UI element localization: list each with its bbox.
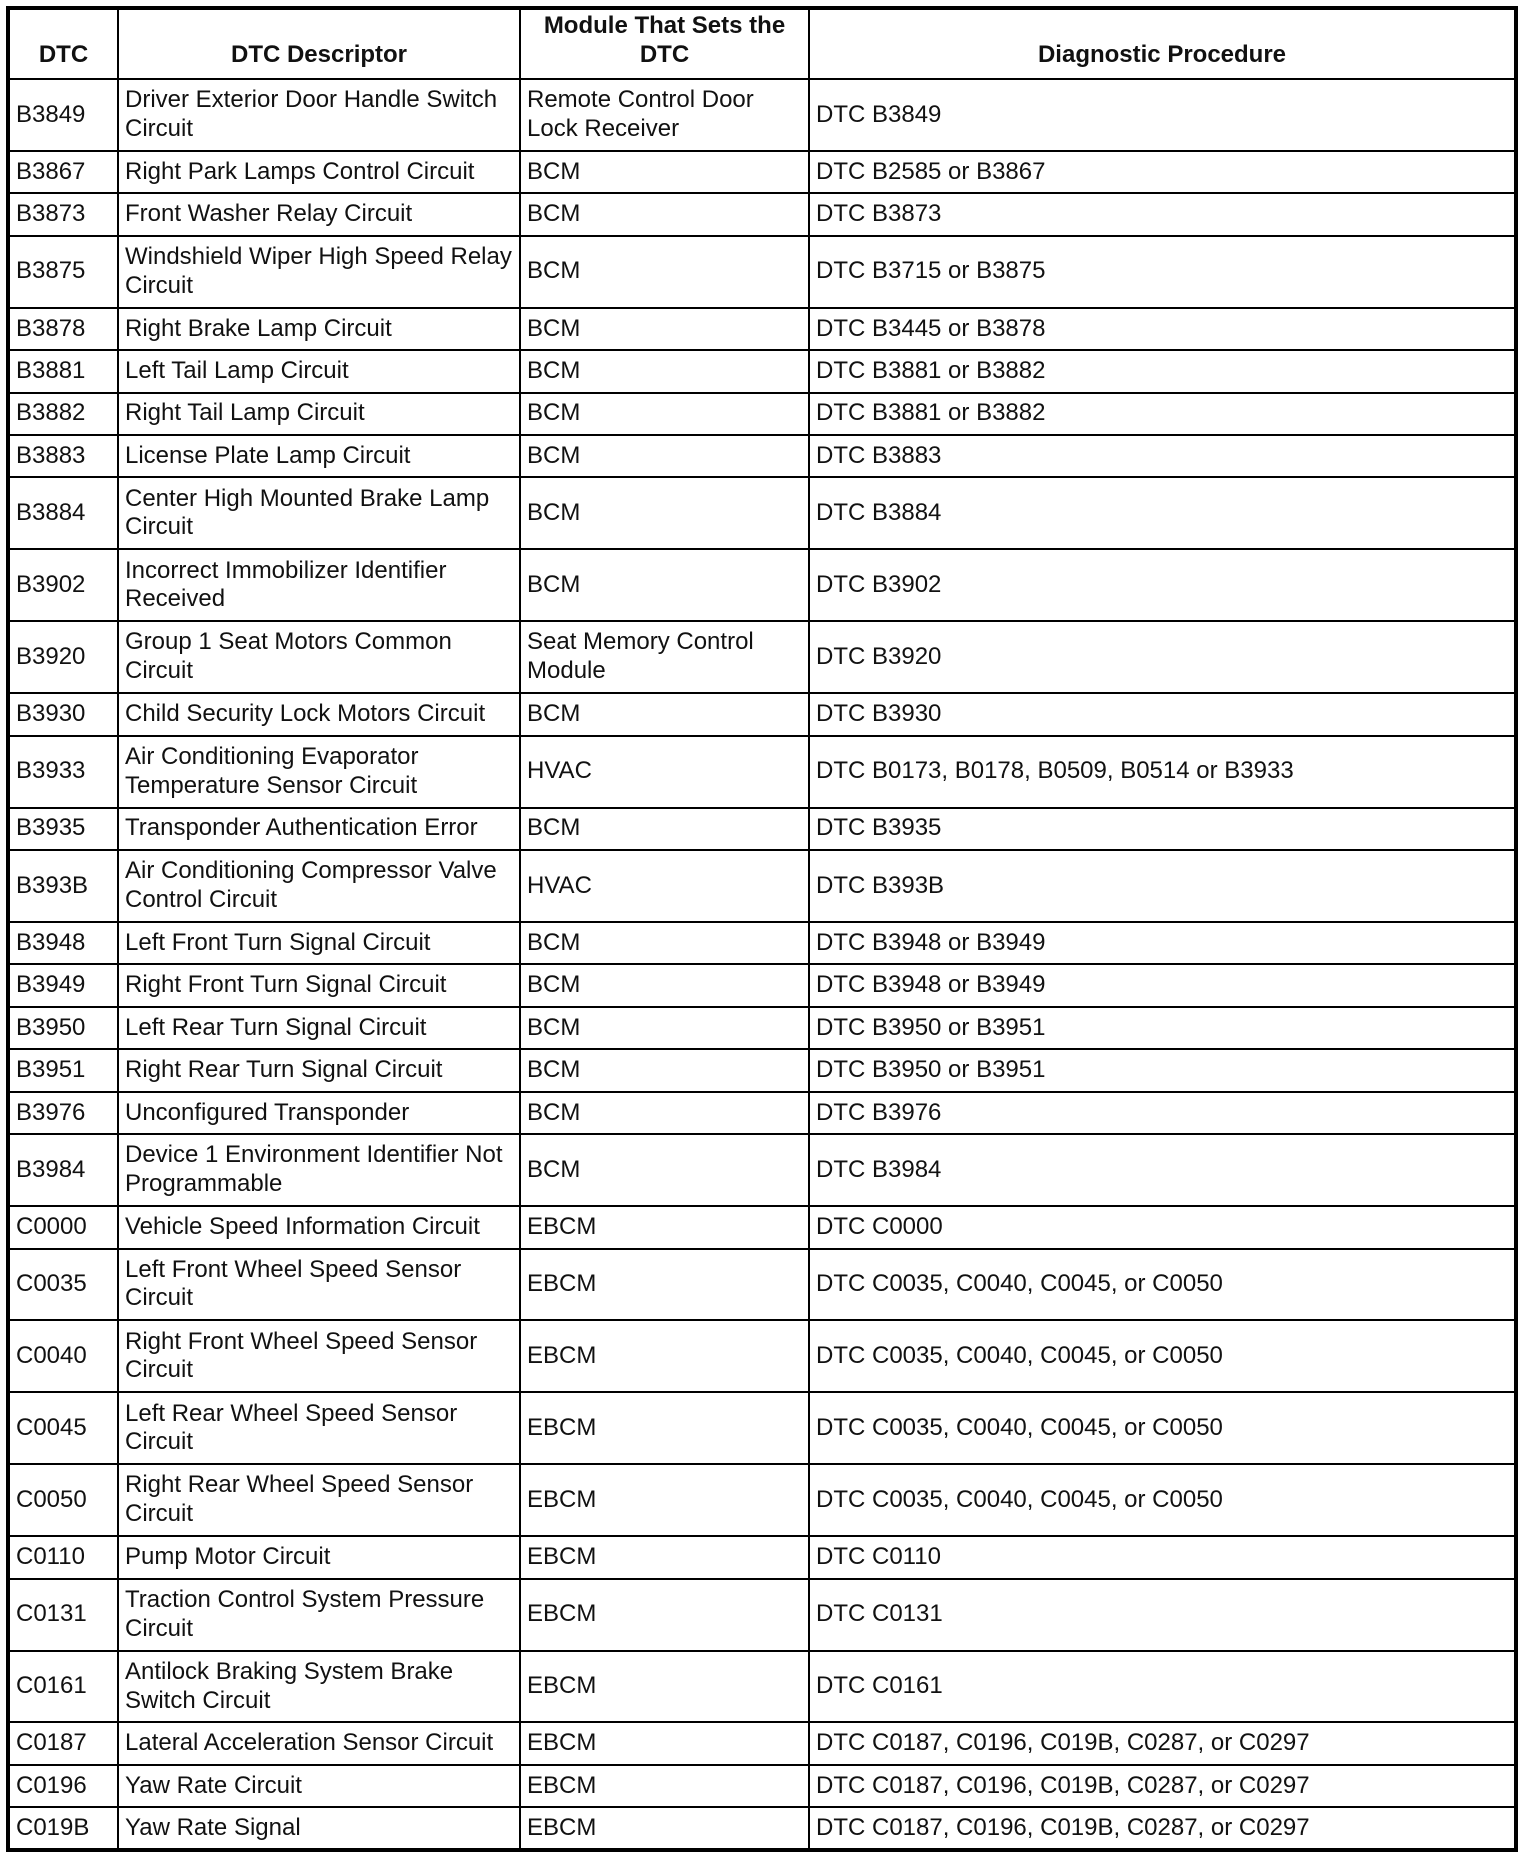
diagnostic-procedure-cell: DTC C0187, C0196, C019B, C0287, or C0297: [809, 1722, 1516, 1764]
table-row: [8, 736, 1516, 808]
module-cell: EBCM: [520, 1807, 809, 1850]
table-row: [8, 1049, 1516, 1091]
table-row: [8, 435, 1516, 477]
module-cell: BCM: [520, 393, 809, 435]
dtc-code-cell: B3951: [8, 1049, 118, 1091]
header-row: [8, 8, 1516, 79]
module-cell: BCM: [520, 1092, 809, 1134]
diagnostic-procedure-cell: DTC B3976: [809, 1092, 1516, 1134]
dtc-code-cell: B3933: [8, 736, 118, 808]
module-cell: BCM: [520, 350, 809, 392]
dtc-descriptor-cell: Antilock Braking System Brake Switch Circuit: [118, 1651, 520, 1723]
dtc-code-cell: B3882: [8, 393, 118, 435]
module-cell: BCM: [520, 922, 809, 964]
diagnostic-procedure-cell: DTC C0187, C0196, C019B, C0287, or C0297: [809, 1765, 1516, 1807]
dtc-descriptor-cell: Right Front Turn Signal Circuit: [118, 964, 520, 1006]
diagnostic-procedure-cell: DTC B3715 or B3875: [809, 236, 1516, 308]
module-cell: BCM: [520, 1007, 809, 1049]
dtc-code-cell: B3884: [8, 477, 118, 549]
module-cell: BCM: [520, 1134, 809, 1206]
diagnostic-procedure-cell: DTC B3849: [809, 79, 1516, 151]
dtc-descriptor-cell: Right Rear Wheel Speed Sensor Circuit: [118, 1464, 520, 1536]
dtc-descriptor-cell: Left Rear Turn Signal Circuit: [118, 1007, 520, 1049]
diagnostic-procedure-cell: DTC B3902: [809, 549, 1516, 621]
module-cell: BCM: [520, 151, 809, 193]
dtc-descriptor-cell: Lateral Acceleration Sensor Circuit: [118, 1722, 520, 1764]
dtc-descriptor-cell: Yaw Rate Signal: [118, 1807, 520, 1850]
dtc-code-cell: B3873: [8, 193, 118, 235]
dtc-descriptor-cell: Left Tail Lamp Circuit: [118, 350, 520, 392]
dtc-code-cell: C0035: [8, 1249, 118, 1321]
dtc-code-cell: C0110: [8, 1536, 118, 1578]
diagnostic-procedure-cell: DTC C0000: [809, 1206, 1516, 1248]
table-row: [8, 1765, 1516, 1807]
module-cell: BCM: [520, 808, 809, 850]
dtc-descriptor-cell: Right Brake Lamp Circuit: [118, 308, 520, 350]
dtc-descriptor-cell: Left Front Wheel Speed Sensor Circuit: [118, 1249, 520, 1321]
table-row: [8, 850, 1516, 922]
table-row: [8, 808, 1516, 850]
diagnostic-procedure-cell: DTC B3873: [809, 193, 1516, 235]
diagnostic-procedure-cell: DTC C0035, C0040, C0045, or C0050: [809, 1392, 1516, 1464]
header-diagnostic-procedure: Diagnostic Procedure: [809, 8, 1516, 79]
diagnostic-procedure-cell: DTC B3950 or B3951: [809, 1007, 1516, 1049]
dtc-descriptor-cell: Right Rear Turn Signal Circuit: [118, 1049, 520, 1091]
table-row: [8, 350, 1516, 392]
table-body: [8, 79, 1516, 1850]
table-row: [8, 193, 1516, 235]
dtc-descriptor-cell: Unconfigured Transponder: [118, 1092, 520, 1134]
dtc-code-cell: B3867: [8, 151, 118, 193]
dtc-code-cell: B3920: [8, 621, 118, 693]
dtc-descriptor-cell: Left Rear Wheel Speed Sensor Circuit: [118, 1392, 520, 1464]
dtc-descriptor-cell: Yaw Rate Circuit: [118, 1765, 520, 1807]
dtc-descriptor-cell: Center High Mounted Brake Lamp Circuit: [118, 477, 520, 549]
header-dtc-descriptor: DTC Descriptor: [118, 8, 520, 79]
module-cell: BCM: [520, 964, 809, 1006]
table-row: [8, 1206, 1516, 1248]
diagnostic-procedure-cell: DTC B3883: [809, 435, 1516, 477]
dtc-descriptor-cell: Right Park Lamps Control Circuit: [118, 151, 520, 193]
dtc-code-cell: C0196: [8, 1765, 118, 1807]
module-cell: EBCM: [520, 1765, 809, 1807]
dtc-code-cell: B3935: [8, 808, 118, 850]
diagnostic-procedure-cell: DTC B3445 or B3878: [809, 308, 1516, 350]
dtc-descriptor-cell: Air Conditioning Compressor Valve Control Circuit: [118, 850, 520, 922]
table-row: [8, 922, 1516, 964]
diagnostic-procedure-cell: DTC B2585 or B3867: [809, 151, 1516, 193]
dtc-code-cell: B3849: [8, 79, 118, 151]
table-row: [8, 308, 1516, 350]
diagnostic-procedure-cell: DTC B3948 or B3949: [809, 922, 1516, 964]
dtc-descriptor-cell: Front Washer Relay Circuit: [118, 193, 520, 235]
diagnostic-procedure-cell: DTC B3881 or B3882: [809, 350, 1516, 392]
module-cell: EBCM: [520, 1579, 809, 1651]
dtc-descriptor-cell: Transponder Authentication Error: [118, 808, 520, 850]
table-row: [8, 1007, 1516, 1049]
diagnostic-procedure-cell: DTC B3935: [809, 808, 1516, 850]
dtc-descriptor-cell: Right Front Wheel Speed Sensor Circuit: [118, 1320, 520, 1392]
table-row: [8, 621, 1516, 693]
dtc-table: [6, 6, 1518, 1852]
table-row: [8, 1722, 1516, 1764]
dtc-descriptor-cell: Pump Motor Circuit: [118, 1536, 520, 1578]
dtc-descriptor-cell: Traction Control System Pressure Circuit: [118, 1579, 520, 1651]
diagnostic-procedure-cell: DTC C0035, C0040, C0045, or C0050: [809, 1464, 1516, 1536]
table-row: [8, 693, 1516, 735]
table-row: [8, 1320, 1516, 1392]
module-cell: BCM: [520, 1049, 809, 1091]
dtc-descriptor-cell: Group 1 Seat Motors Common Circuit: [118, 621, 520, 693]
table-row: [8, 1464, 1516, 1536]
module-cell: EBCM: [520, 1320, 809, 1392]
diagnostic-procedure-cell: DTC B3948 or B3949: [809, 964, 1516, 1006]
module-cell: EBCM: [520, 1722, 809, 1764]
module-cell: Remote Control Door Lock Receiver: [520, 79, 809, 151]
module-cell: BCM: [520, 193, 809, 235]
table-row: [8, 1807, 1516, 1850]
table-row: [8, 477, 1516, 549]
dtc-code-cell: B393B: [8, 850, 118, 922]
dtc-descriptor-cell: Vehicle Speed Information Circuit: [118, 1206, 520, 1248]
module-cell: EBCM: [520, 1249, 809, 1321]
dtc-descriptor-cell: Incorrect Immobilizer Identifier Received: [118, 549, 520, 621]
dtc-code-cell: B3948: [8, 922, 118, 964]
table-row: [8, 549, 1516, 621]
table-row: [8, 1092, 1516, 1134]
header-module: Module That Sets the DTC: [520, 8, 809, 79]
dtc-descriptor-cell: Windshield Wiper High Speed Relay Circuit: [118, 236, 520, 308]
dtc-descriptor-cell: License Plate Lamp Circuit: [118, 435, 520, 477]
dtc-code-cell: C0050: [8, 1464, 118, 1536]
module-cell: BCM: [520, 435, 809, 477]
table-row: [8, 1536, 1516, 1578]
module-cell: Seat Memory Control Module: [520, 621, 809, 693]
module-cell: EBCM: [520, 1464, 809, 1536]
table-row: [8, 1134, 1516, 1206]
dtc-code-cell: B3984: [8, 1134, 118, 1206]
table-row: [8, 964, 1516, 1006]
module-cell: BCM: [520, 308, 809, 350]
diagnostic-procedure-cell: DTC C0110: [809, 1536, 1516, 1578]
module-cell: EBCM: [520, 1392, 809, 1464]
diagnostic-procedure-cell: DTC B393B: [809, 850, 1516, 922]
diagnostic-procedure-cell: DTC B3920: [809, 621, 1516, 693]
dtc-descriptor-cell: Left Front Turn Signal Circuit: [118, 922, 520, 964]
table-row: [8, 236, 1516, 308]
dtc-code-cell: B3902: [8, 549, 118, 621]
module-cell: BCM: [520, 236, 809, 308]
diagnostic-procedure-cell: DTC C0035, C0040, C0045, or C0050: [809, 1249, 1516, 1321]
table-row: [8, 79, 1516, 151]
diagnostic-procedure-cell: DTC C0187, C0196, C019B, C0287, or C0297: [809, 1807, 1516, 1850]
dtc-code-cell: B3976: [8, 1092, 118, 1134]
module-cell: BCM: [520, 477, 809, 549]
dtc-code-cell: C0000: [8, 1206, 118, 1248]
dtc-code-cell: B3950: [8, 1007, 118, 1049]
dtc-code-cell: C0131: [8, 1579, 118, 1651]
table-row: [8, 393, 1516, 435]
diagnostic-procedure-cell: DTC B3950 or B3951: [809, 1049, 1516, 1091]
dtc-code-cell: C0187: [8, 1722, 118, 1764]
dtc-code-cell: B3881: [8, 350, 118, 392]
diagnostic-procedure-cell: DTC C0131: [809, 1579, 1516, 1651]
module-cell: BCM: [520, 549, 809, 621]
dtc-descriptor-cell: Air Conditioning Evaporator Temperature Sensor Circuit: [118, 736, 520, 808]
table-row: [8, 1579, 1516, 1651]
dtc-code-cell: C019B: [8, 1807, 118, 1850]
table-row: [8, 1392, 1516, 1464]
dtc-code-cell: B3949: [8, 964, 118, 1006]
dtc-descriptor-cell: Right Tail Lamp Circuit: [118, 393, 520, 435]
dtc-code-cell: B3878: [8, 308, 118, 350]
dtc-code-cell: C0161: [8, 1651, 118, 1723]
diagnostic-procedure-cell: DTC C0161: [809, 1651, 1516, 1723]
diagnostic-procedure-cell: DTC B3984: [809, 1134, 1516, 1206]
table-row: [8, 1651, 1516, 1723]
diagnostic-procedure-cell: DTC B3930: [809, 693, 1516, 735]
dtc-code-cell: B3930: [8, 693, 118, 735]
module-cell: HVAC: [520, 850, 809, 922]
dtc-code-cell: C0040: [8, 1320, 118, 1392]
diagnostic-procedure-cell: DTC C0035, C0040, C0045, or C0050: [809, 1320, 1516, 1392]
dtc-code-cell: C0045: [8, 1392, 118, 1464]
module-cell: EBCM: [520, 1536, 809, 1578]
dtc-code-cell: B3883: [8, 435, 118, 477]
table-row: [8, 1249, 1516, 1321]
header-dtc: DTC: [8, 8, 118, 79]
module-cell: HVAC: [520, 736, 809, 808]
dtc-descriptor-cell: Child Security Lock Motors Circuit: [118, 693, 520, 735]
table-row: [8, 151, 1516, 193]
module-cell: EBCM: [520, 1206, 809, 1248]
dtc-descriptor-cell: Device 1 Environment Identifier Not Programmable: [118, 1134, 520, 1206]
dtc-code-cell: B3875: [8, 236, 118, 308]
module-cell: BCM: [520, 693, 809, 735]
diagnostic-procedure-cell: DTC B3881 or B3882: [809, 393, 1516, 435]
module-cell: EBCM: [520, 1651, 809, 1723]
diagnostic-procedure-cell: DTC B3884: [809, 477, 1516, 549]
diagnostic-procedure-cell: DTC B0173, B0178, B0509, B0514 or B3933: [809, 736, 1516, 808]
dtc-descriptor-cell: Driver Exterior Door Handle Switch Circuit: [118, 79, 520, 151]
